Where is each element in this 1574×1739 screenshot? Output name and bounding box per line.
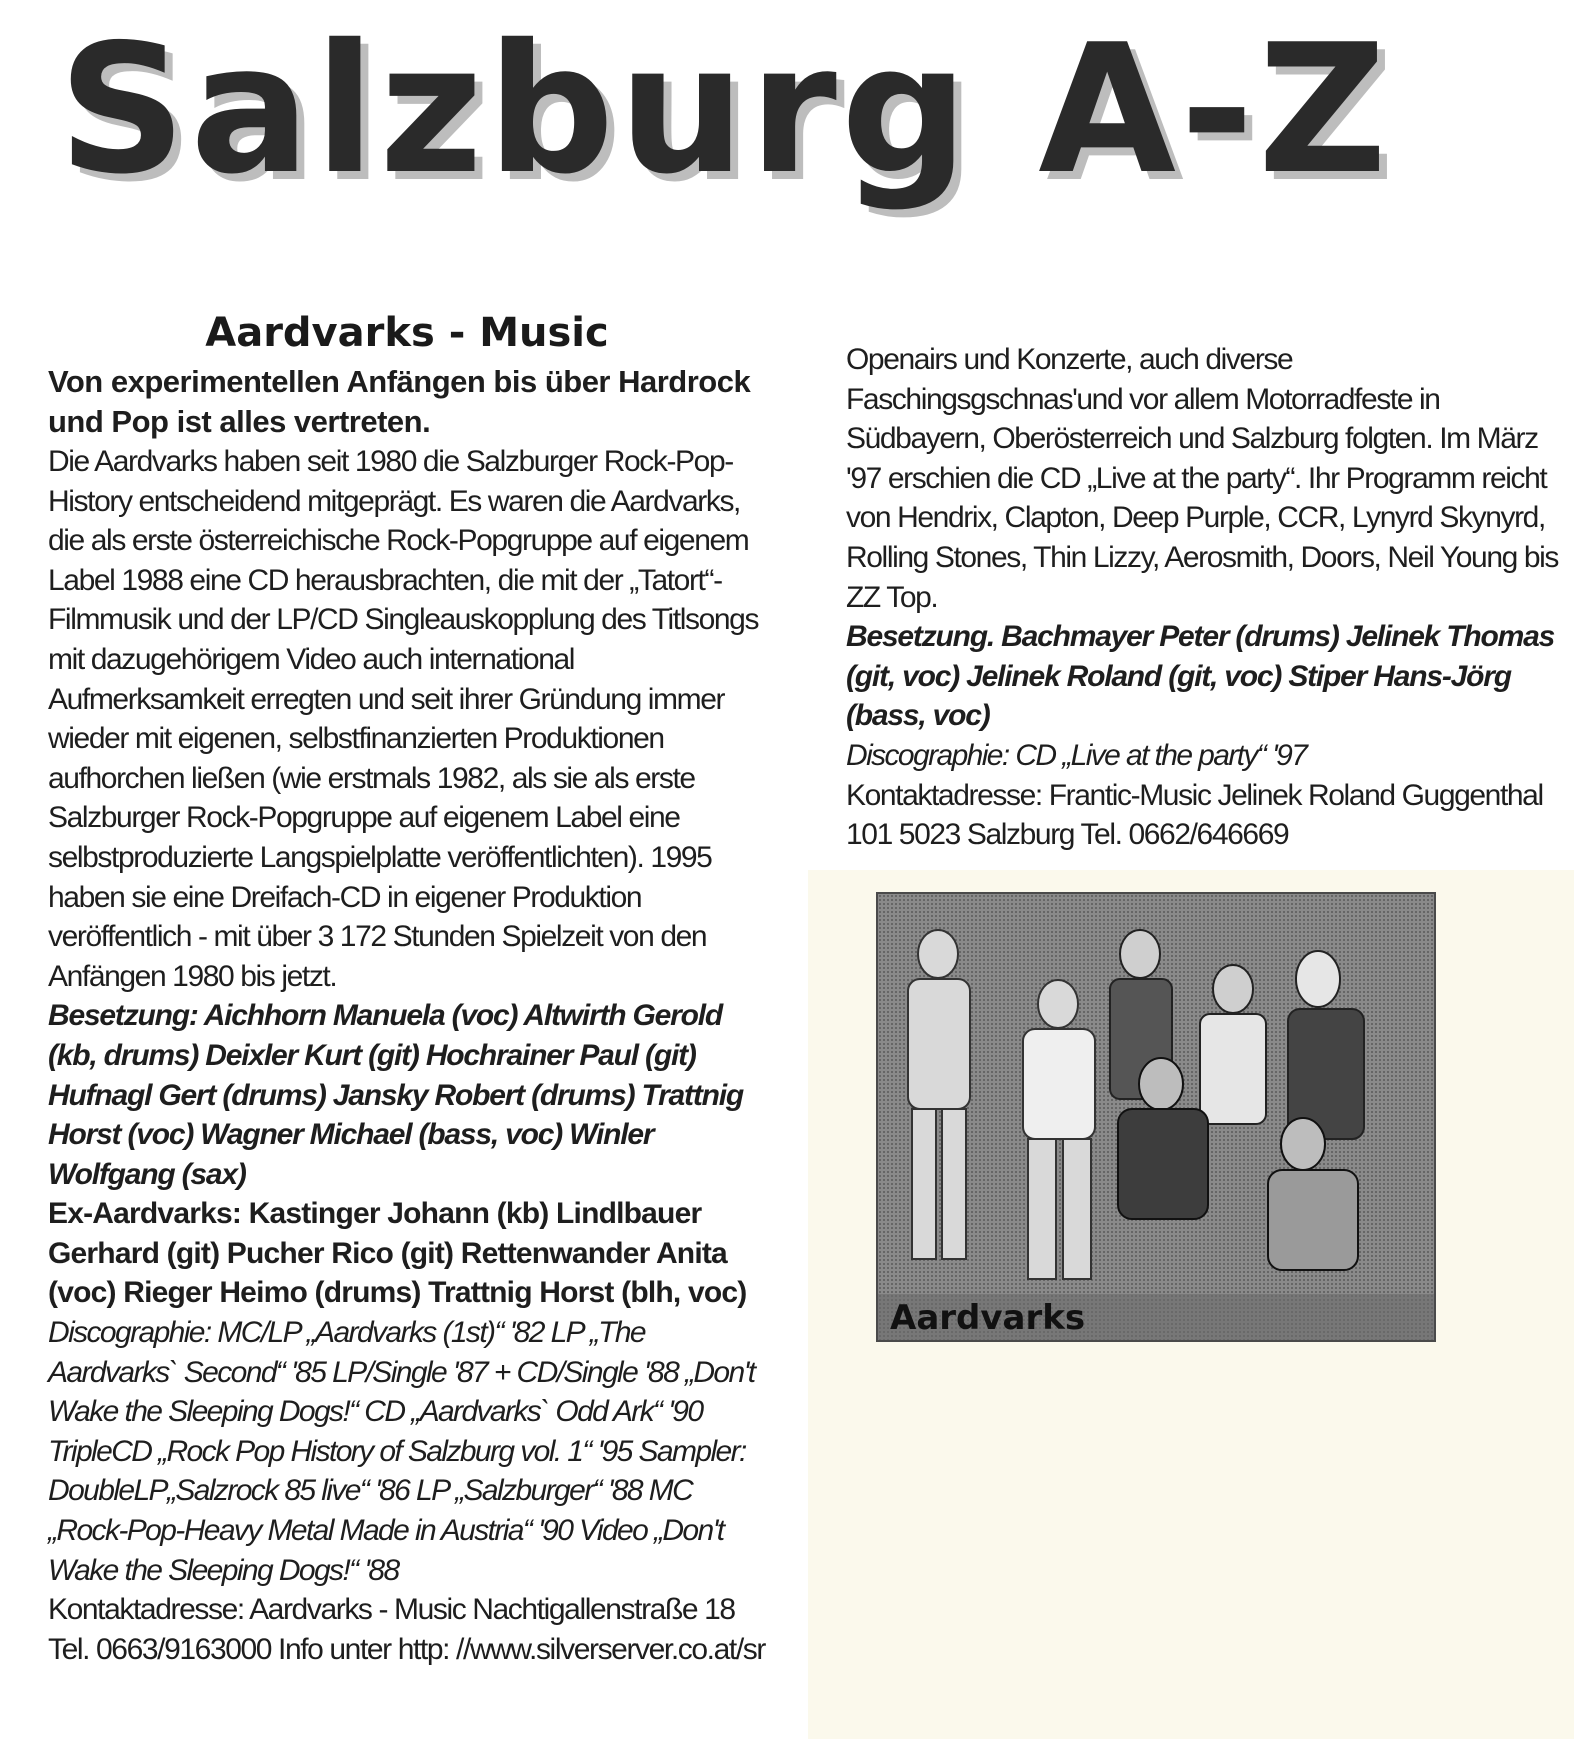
article-title: Aardvarks - Music [205,310,609,356]
right-besetzung-list: Besetzung. Bachmayer Peter (drums) Jelinek Thomas (git, voc) Jelinek Roland (git, voc) Stiper Hans-Jörg (bass, voc) [846,620,1555,733]
photo-caption: Aardvarks [890,1298,1086,1338]
article-right-column [846,340,1566,855]
besetzung-list: Besetzung: Aichhorn Manuela (voc) Altwirth Gerold (kb, drums) Deixler Kurt (git) Hochrainer Paul (git) Hufnagl Gert (drums) Jansky Robert (drums) Trattnig Horst (voc) Wagner Michael (bass, voc) Winler Wolfgang (sax) [48,999,743,1191]
photo-area [808,870,1574,1739]
contact-address: Kontaktadresse: Aardvarks - Music Nachtigallenstraße 18 Tel. 0663/9163000 Info unter http: //www.silverserver.co.at/sr [48,1593,765,1666]
article-body: Die Aardvarks haben seit 1980 die Salzburger Rock-Pop-History entscheidend mitgeprägt. Es waren die Aardvarks, die als erste österreichische Rock-Popgruppe auf eigenem Label 1988 eine CD herausbrachten, die mit der „Tatort“-Filmmusik und der LP/CD Singleauskopplung des Titlsongs mit dazugehörigem Video auch international Aufmerksamkeit erregten und seit ihrer Gründung immer wieder mit eigenen, selbstfinanzierten Produktionen aufhorchen ließen (wie erstmals 1982, als sie als erste Salzburger Rock-Popgruppe auf eigenem Label eine selbstproduzierte Langspielplatte veröffentlichten). 1995 haben sie eine Dreifach-CD in eigener Produktion veröffentlich - mit über 3 172 Stunden Spielzeit von den Anfängen 1980 bis jetzt. [48,445,759,993]
band-photo [876,892,1436,1342]
ex-members-list: Ex-Aardvarks: Kastinger Johann (kb) Lindlbauer Gerhard (git) Pucher Rico (git) Rettenwander Anita (voc) Rieger Heimo (drums) Trattnig Horst (blh, voc) [48,1197,747,1310]
article-left-column [48,308,766,1669]
discography: Discographie: MC/LP „Aardvarks (1st)“ '82 LP „The Aardvarks` Second“ '85 LP/Single '87 + CD/Single '88 „Don't Wake the Sleeping Dogs!“ CD „Aardvarks` Odd Ark“ '90 TripleCD „Rock Pop History of Salzburg vol. 1“ '95 Sampler: DoubleLP„Salzrock 85 live“ '86 LP „Salzburger“ '88 MC „Rock-Pop-Heavy Metal Made in Austria“ '90 Video „Don't Wake the Sleeping Dogs!“ '88 [48,1316,755,1587]
right-discography: Discographie: CD „Live at the party“ '97 [846,738,1307,772]
masthead-title: Salzburg A-Z [58,6,1391,213]
band-photo-illustration [878,894,1434,1340]
right-contact-address: Kontaktadresse: Frantic-Music Jelinek Roland Guggenthal 101 5023 Salzburg Tel. 0662/646669 [846,778,1543,852]
right-body: Openairs und Konzerte, auch diverse Faschingsgschnas'und vor allem Motorradfeste in Südbayern, Oberösterreich und Salzburg folgten. Im März '97 erschien die CD „Live at the party“. Ihr Programm reicht von Hendrix, Clapton, Deep Purple, CCR, Lynyrd Skynyrd, Rolling Stones, Thin Lizzy, Aerosmith, Doors, Neil Young bis ZZ Top. [846,343,1558,614]
article-lead: Von experimentellen Anfängen bis über Hardrock und Pop ist alles vertreten. [48,364,751,439]
